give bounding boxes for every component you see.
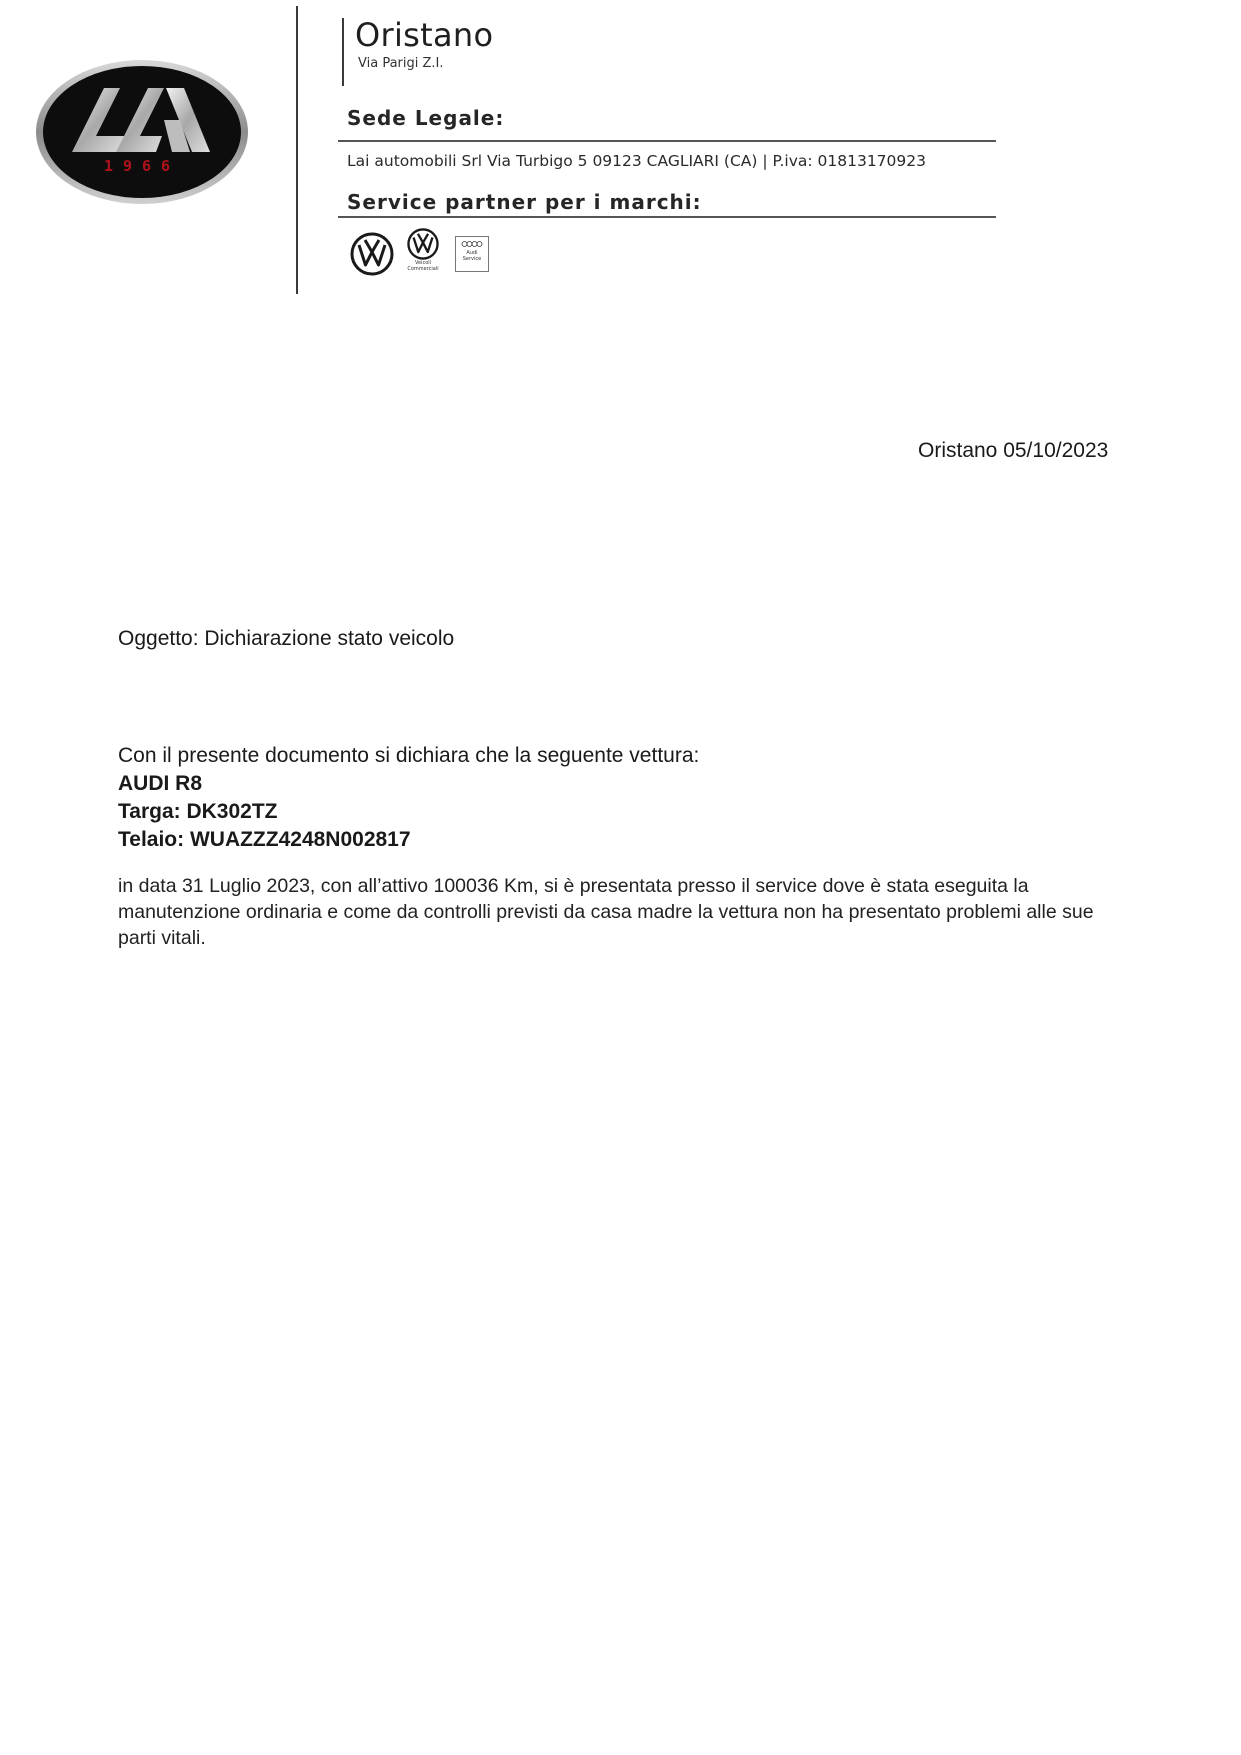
service-partner-title: Service partner per i marchi: bbox=[347, 190, 702, 214]
volkswagen-logo-icon bbox=[350, 232, 394, 276]
logo-year-text: 1966 bbox=[103, 157, 181, 175]
volkswagen-commercial-logo-icon bbox=[404, 228, 442, 280]
place-date: Oristano 05/10/2023 bbox=[918, 439, 1109, 462]
legal-seat-title: Sede Legale: bbox=[347, 106, 505, 130]
brand-caption: Service bbox=[462, 256, 482, 262]
subject-line: Oggetto: Dichiarazione stato veicolo bbox=[118, 627, 455, 650]
audi-service-logo-icon bbox=[455, 236, 489, 272]
legal-seat-text: Lai automobili Srl Via Turbigo 5 09123 CAGLIARI (CA) | P.iva: 01813170923 bbox=[347, 152, 926, 170]
statement-paragraph: in data 31 Luglio 2023, con all’attivo 100036 Km, si è presentata presso il service dove è stata eseguita la manutenzione ordinaria e come da controlli previsti da casa madre la vettura non ha presentato problemi alle sue parti vitali. bbox=[118, 875, 1094, 949]
lai-oval-logo-icon bbox=[34, 58, 250, 206]
city-divider bbox=[342, 18, 344, 86]
letterhead-divider bbox=[296, 6, 298, 294]
header-rule bbox=[338, 216, 996, 218]
branch-address: Via Parigi Z.I. bbox=[358, 56, 444, 71]
brand-caption: Commerciali bbox=[407, 266, 439, 272]
vehicle-plate: Targa: DK302TZ bbox=[118, 800, 278, 823]
vehicle-vin: Telaio: WUAZZZ4248N002817 bbox=[118, 828, 411, 851]
branch-city: Oristano bbox=[355, 16, 494, 54]
brand-caption: Veicoli bbox=[414, 260, 432, 266]
header-rule bbox=[338, 140, 996, 142]
intro-text: Con il presente documento si dichiara che la seguente vettura: bbox=[118, 744, 700, 767]
company-logo bbox=[34, 58, 250, 206]
vehicle-model: AUDI R8 bbox=[118, 772, 203, 795]
brand-caption: Audi bbox=[466, 250, 478, 256]
